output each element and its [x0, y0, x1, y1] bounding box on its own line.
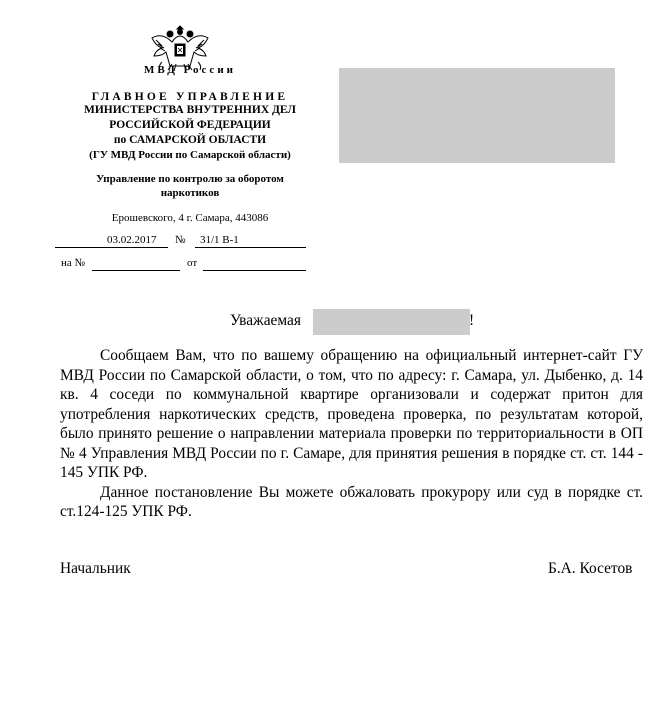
redacted-recipient-block	[339, 68, 615, 163]
ministry-line: РОССИЙСКОЙ ФЕДЕРАЦИИ	[109, 119, 271, 131]
signatory-name: Б.А. Косетов	[548, 560, 633, 577]
ministry-block	[20, 103, 360, 163]
number-sign: №	[175, 234, 186, 246]
ministry-line: (ГУ МВД России по Самарской области)	[89, 149, 291, 161]
ministry-line: МИНИСТЕРСТВА ВНУТРЕННИХ ДЕЛ	[83, 104, 297, 116]
reply-to-label: на №	[61, 257, 86, 269]
department-block	[20, 172, 360, 200]
reply-date-underline	[203, 257, 306, 271]
body-paragraph: Сообщаем Вам, что по вашему обращению на официальный интернет-сайт ГУ МВД России по Самарской области, о том, что по адресу: г. Самара, ул. Дыбенко, д. 14 кв. 4 соседи по коммунальной квартире организовали и содержат притон для употребления наркотических средств, проведена проверка, по результатам которой, было принято решение о направлении материала проверки по территориальности в ОП № 4 Управления МВД России по г. Самаре, для принятия решения в порядке ст. ст. 144 - 145 УПК РФ.	[60, 347, 643, 481]
main-administration-title: ГЛАВНОЕ УПРАВЛЕНИЕ	[91, 91, 289, 103]
signatory-position: Начальник	[60, 560, 131, 577]
department-line: Управление по контролю за оборотом	[96, 173, 284, 185]
department-line: наркотиков	[160, 187, 220, 199]
ministry-line: по САМАРСКОЙ ОБЛАСТИ	[113, 134, 267, 146]
agency-address: Ерошевского, 4 г. Самара, 443086	[111, 212, 269, 224]
redacted-recipient-name	[313, 309, 470, 335]
outgoing-number: 31/1 В-1	[200, 234, 239, 246]
greeting-end: !	[469, 312, 475, 329]
from-label: от	[187, 257, 198, 269]
outgoing-date: 03.02.2017	[107, 234, 157, 246]
greeting-word: Уважаемая	[230, 312, 301, 329]
reply-number-underline	[92, 257, 180, 271]
agency-logo-text: МВД России	[143, 64, 236, 76]
body-paragraph: Данное постановление Вы можете обжаловать прокурору или суд в порядке ст. ст.124-125 УПК РФ.	[60, 483, 643, 520]
letter-body	[60, 346, 643, 522]
